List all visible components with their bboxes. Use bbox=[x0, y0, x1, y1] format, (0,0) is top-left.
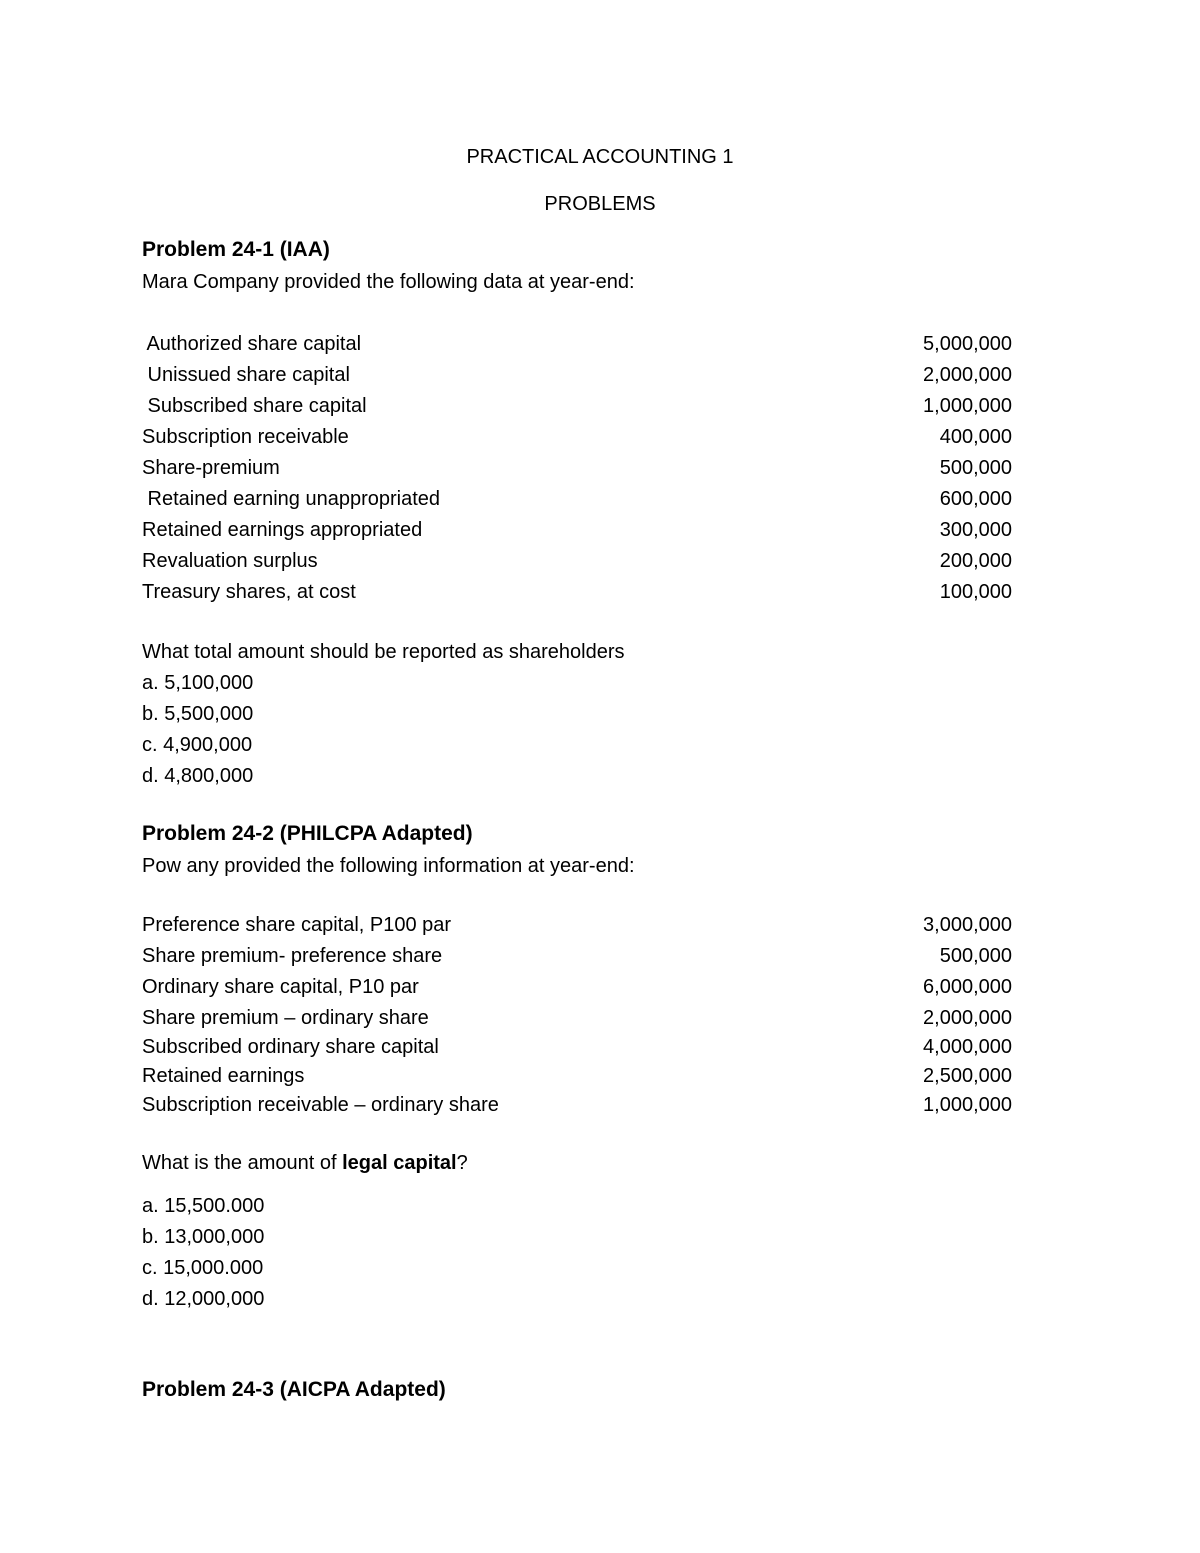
table-row-value: 6,000,000 bbox=[923, 976, 1012, 998]
table-row-value: 1,000,000 bbox=[923, 395, 1012, 417]
problem-2-question bbox=[142, 1153, 468, 1173]
problem-1-intro: Mara Company provided the following data at year-end: bbox=[142, 271, 635, 293]
problem-2-choice-b: b. 13,000,000 bbox=[142, 1226, 265, 1248]
table-row-value: 100,000 bbox=[939, 581, 1012, 603]
table-row-value: 300,000 bbox=[939, 519, 1012, 541]
table-row-value: 400,000 bbox=[939, 426, 1012, 448]
table-row-label: Authorized share capital bbox=[142, 333, 362, 355]
table-row-value: 2,000,000 bbox=[923, 364, 1012, 386]
table-row-value: 5,000,000 bbox=[923, 333, 1012, 355]
table-row-label: Retained earnings appropriated bbox=[142, 519, 423, 541]
problem-1-heading: Problem 24-1 (IAA) bbox=[142, 238, 330, 261]
problem-1-choice-b: b. 5,500,000 bbox=[142, 703, 254, 725]
table-row-value: 500,000 bbox=[939, 945, 1012, 967]
table-row-label: Ordinary share capital, P10 par bbox=[142, 976, 419, 998]
problem-2-choice-c: c. 15,000.000 bbox=[142, 1257, 264, 1279]
problem-3-heading: Problem 24-3 (AICPA Adapted) bbox=[142, 1378, 446, 1401]
table-row-value: 4,000,000 bbox=[923, 1036, 1012, 1058]
problem-1-question: What total amount should be reported as shareholders bbox=[142, 641, 625, 663]
table-row-value: 200,000 bbox=[939, 550, 1012, 572]
table-row-value: 2,000,000 bbox=[923, 1007, 1012, 1029]
table-row-label: Preference share capital, P100 par bbox=[142, 914, 452, 936]
table-row-value: 1,000,000 bbox=[923, 1094, 1012, 1116]
table-row-label: Subscribed ordinary share capital bbox=[142, 1036, 439, 1058]
document-subtitle: PROBLEMS bbox=[544, 193, 656, 215]
problem-2-choice-a: a. 15,500.000 bbox=[142, 1195, 265, 1217]
question-end: ? bbox=[456, 1152, 468, 1174]
document-title: PRACTICAL ACCOUNTING 1 bbox=[466, 146, 734, 168]
table-row-label: Treasury shares, at cost bbox=[142, 581, 356, 603]
table-row-label: Unissued share capital bbox=[142, 364, 350, 386]
problem-1-choice-c: c. 4,900,000 bbox=[142, 734, 253, 756]
problem-1-choice-a: a. 5,100,000 bbox=[142, 672, 254, 694]
problem-1-choice-d: d. 4,800,000 bbox=[142, 765, 254, 787]
table-row-label: Subscribed share capital bbox=[142, 395, 367, 417]
table-row-label: Share-premium bbox=[142, 457, 280, 479]
problem-2-choice-d: d. 12,000,000 bbox=[142, 1288, 265, 1310]
table-row-label: Subscription receivable bbox=[142, 426, 349, 448]
table-row-value: 600,000 bbox=[939, 488, 1012, 510]
question-text: What is the amount of bbox=[142, 1152, 343, 1174]
table-row-label: Subscription receivable – ordinary share bbox=[142, 1094, 499, 1116]
table-row-label: Retained earnings bbox=[142, 1065, 305, 1087]
question-emphasis: legal capital bbox=[342, 1152, 457, 1174]
table-row-label: Revaluation surplus bbox=[142, 550, 318, 572]
table-row-value: 2,500,000 bbox=[923, 1065, 1012, 1087]
table-row-label: Retained earning unappropriated bbox=[142, 488, 440, 510]
table-row-value: 3,000,000 bbox=[923, 914, 1012, 936]
problem-2-intro: Pow any provided the following information at year-end: bbox=[142, 855, 635, 877]
table-row-label: Share premium- preference share bbox=[142, 945, 443, 967]
table-row-value: 500,000 bbox=[939, 457, 1012, 479]
problem-2-heading: Problem 24-2 (PHILCPA Adapted) bbox=[142, 822, 473, 845]
table-row-label: Share premium – ordinary share bbox=[142, 1007, 429, 1029]
